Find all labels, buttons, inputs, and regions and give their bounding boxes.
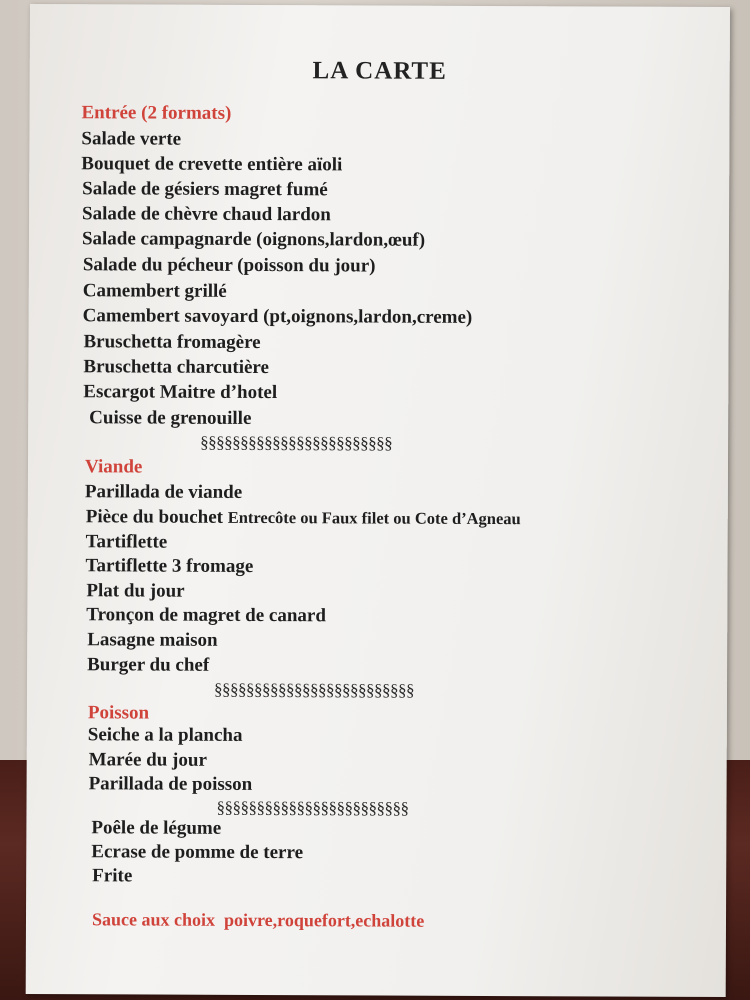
menu-item: Parillada de poisson — [88, 773, 253, 795]
menu-item: Marée du jour — [88, 749, 207, 771]
menu-item: Frite — [92, 865, 133, 887]
menu-item: Salade campagnarde (oignons,lardon,œuf) — [81, 228, 426, 251]
menu-item: Seiche a la plancha — [87, 724, 243, 746]
menu-item: Salade du pécheur (poisson du jour) — [82, 254, 376, 277]
menu-item: Camembert savoyard (pt,oignons,lardon,creme) — [82, 305, 473, 328]
menu-item-options: Entrecôte ou Faux filet ou Cote d’Agneau — [227, 507, 521, 529]
menu-item: Lasagne maison — [87, 629, 218, 651]
menu-item: Salade de gésiers magret fumé — [82, 178, 328, 201]
section-heading-entree: Entrée (2 formats) — [81, 102, 232, 124]
menu-item: Ecrase de pomme de terre — [91, 841, 304, 864]
menu-item: Burger du chef — [87, 654, 210, 676]
menu-item: Parillada de viande — [84, 481, 243, 503]
menu-item — [86, 506, 521, 530]
menu-item: Bruschetta charcutière — [83, 356, 270, 379]
section-separator: §§§§§§§§§§§§§§§§§§§§§§§§§ — [213, 679, 415, 700]
section-heading-viande: Viande — [84, 456, 143, 478]
menu-sheet — [26, 4, 730, 997]
menu-item: Tartiflette — [85, 531, 168, 553]
menu-item: Bouquet de crevette entière aïoli — [81, 153, 343, 176]
menu-title: LA CARTE — [312, 57, 447, 85]
section-heading-poisson: Poisson — [87, 702, 150, 724]
menu-item: Plat du jour — [86, 580, 185, 602]
sauce-note: Sauce aux choix poivre,roquefort,echalotte — [91, 909, 425, 931]
menu-item: Escargot Maitre d’hotel — [83, 381, 278, 404]
menu-item: Tronçon de magret de canard — [86, 604, 326, 627]
menu-item: Salade verte — [81, 128, 182, 150]
menu-item: Tartiflette 3 fromage — [85, 555, 254, 577]
menu-item: Salade de chèvre chaud lardon — [82, 203, 331, 226]
menu-item: Camembert grillé — [82, 280, 227, 302]
section-separator: §§§§§§§§§§§§§§§§§§§§§§§§ — [200, 432, 393, 453]
menu-item: Cuisse de grenouille — [89, 407, 252, 429]
menu-item: Bruschetta fromagère — [83, 331, 261, 354]
section-separator: §§§§§§§§§§§§§§§§§§§§§§§§ — [216, 797, 409, 818]
menu-item: Poêle de légume — [91, 817, 222, 839]
menu-item-label: Pièce du bouchet — [85, 506, 224, 528]
